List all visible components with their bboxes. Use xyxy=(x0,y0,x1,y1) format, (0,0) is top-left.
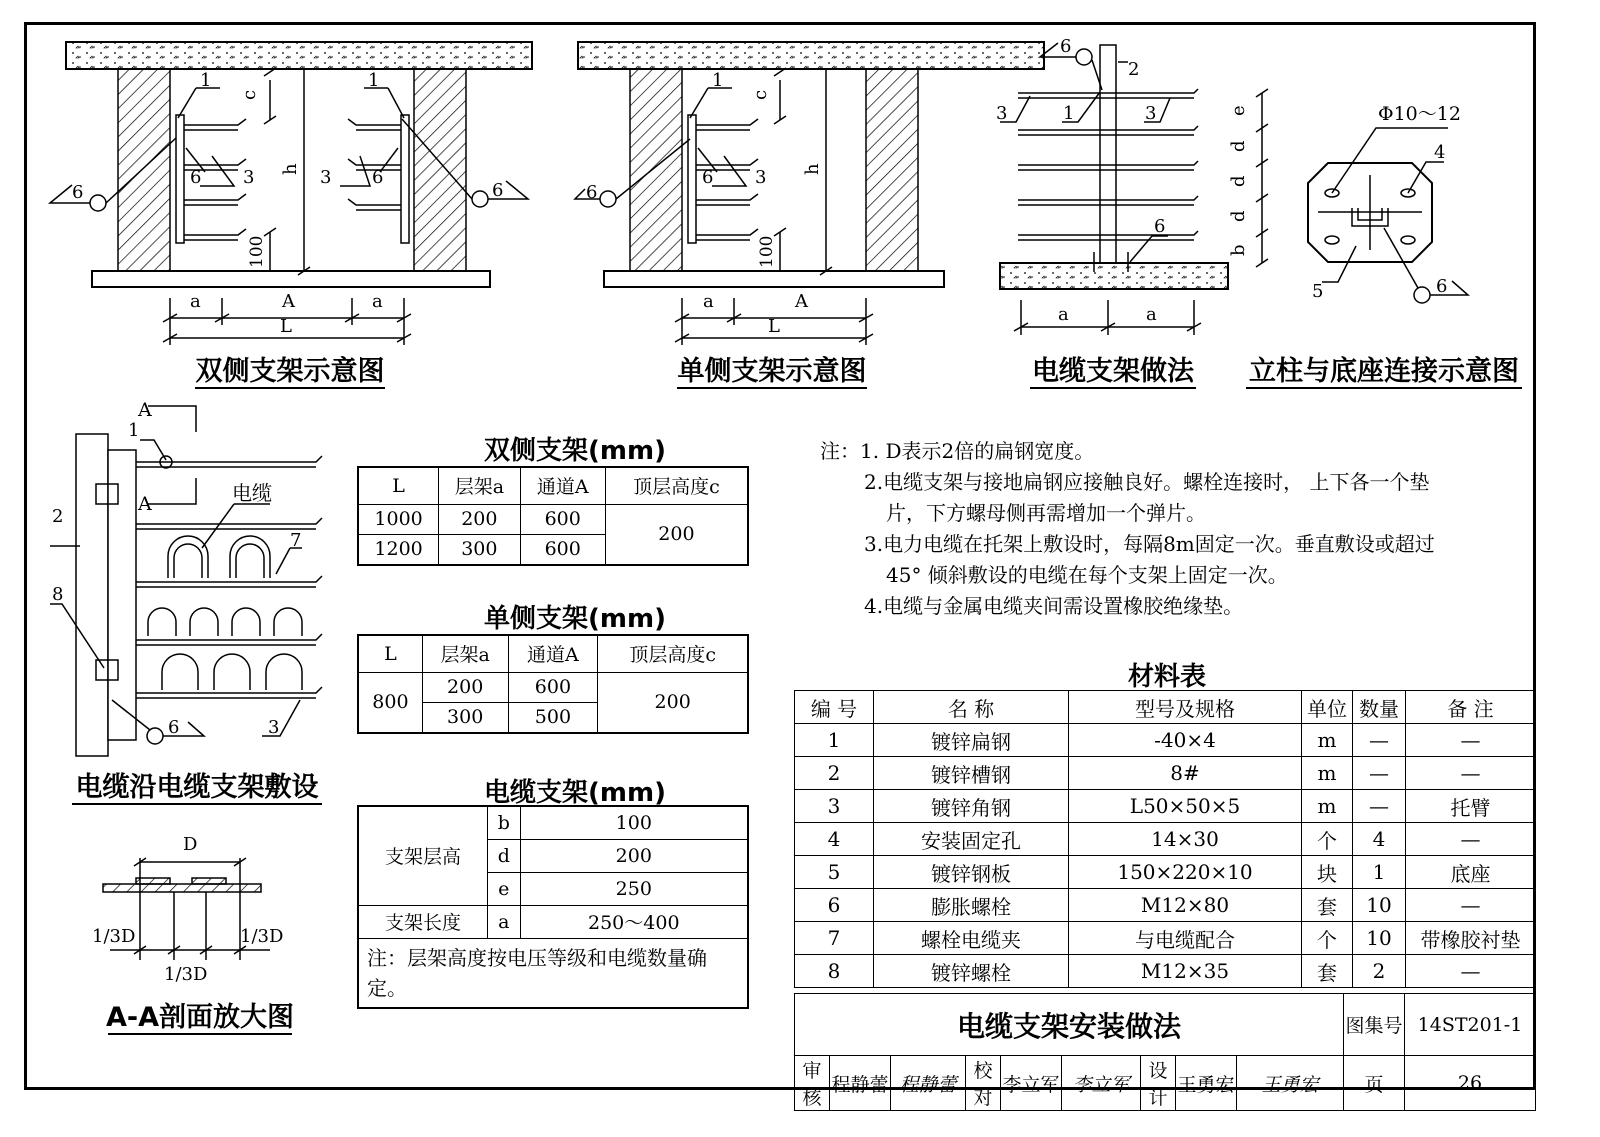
cell: 套 xyxy=(1302,955,1353,988)
table-cell-group: 支架长度 xyxy=(358,905,488,938)
cell: L50×50×5 xyxy=(1069,790,1302,823)
label-1: 1 xyxy=(712,70,724,91)
header-a: 层架a xyxy=(439,467,520,504)
caption-double-side: 双侧支架示意图 xyxy=(195,356,385,387)
designer-name: 王勇宏 xyxy=(1176,1056,1237,1111)
cell: 14×30 xyxy=(1069,823,1302,856)
table-cell: 1000 xyxy=(358,504,439,534)
label-cable: 电缆 xyxy=(232,481,272,505)
cell: 块 xyxy=(1302,856,1353,889)
header-remark: 备 注 xyxy=(1406,691,1536,724)
label-3: 3 xyxy=(755,167,767,188)
dim-A: A xyxy=(795,291,808,312)
cell: 4 xyxy=(1353,823,1406,856)
table-row xyxy=(795,724,1536,757)
materials-title: 材料表 xyxy=(1128,662,1207,692)
cell: 镀锌扁钢 xyxy=(874,724,1069,757)
dim-third: 1/3D xyxy=(240,926,284,947)
cell: m xyxy=(1302,790,1353,823)
header-L: L xyxy=(358,635,422,672)
dim-third: 1/3D xyxy=(92,926,136,947)
table-cell: 300 xyxy=(439,534,520,565)
cell: 个 xyxy=(1302,823,1353,856)
dim-d: d xyxy=(1228,140,1249,152)
page-number: 26 xyxy=(1405,1056,1536,1111)
reviewer-signature: 程静蕾 xyxy=(891,1056,966,1111)
table-cell: 100 xyxy=(520,806,748,839)
label-1: 1 xyxy=(200,70,212,91)
label-6: 6 xyxy=(72,182,84,203)
label-6: 6 xyxy=(190,167,202,188)
atlas-number: 14ST201-1 xyxy=(1405,994,1536,1056)
cell: 与电缆配合 xyxy=(1069,922,1302,955)
label-4: 4 xyxy=(1434,142,1446,163)
dim-a: a xyxy=(1146,304,1157,325)
cell: — xyxy=(1353,724,1406,757)
label-3: 3 xyxy=(320,167,332,188)
checker-signature: 李立军 xyxy=(1062,1056,1141,1111)
review-label: 审核 xyxy=(795,1056,830,1111)
dim-A: A xyxy=(282,291,295,312)
label-6: 6 xyxy=(168,717,180,738)
dim-L: L xyxy=(280,316,292,337)
dim-a: a xyxy=(1058,304,1069,325)
cell: 镀锌槽钢 xyxy=(874,757,1069,790)
table-cell: b xyxy=(488,806,521,839)
label-8: 8 xyxy=(52,584,64,605)
cell: 8 xyxy=(795,955,874,988)
dim-c: c xyxy=(750,89,771,100)
cell: — xyxy=(1353,790,1406,823)
double-side-diagram xyxy=(50,42,532,388)
note-4: 4.电缆与金属电缆夹间需设置橡胶绝缘垫。 xyxy=(864,594,1244,618)
table-row xyxy=(795,922,1536,955)
dim-e: e xyxy=(1228,105,1249,116)
table-row xyxy=(795,955,1536,988)
table-cell: 250～400 xyxy=(520,905,748,938)
header-qty: 数量 xyxy=(1353,691,1406,724)
label-3: 3 xyxy=(243,167,255,188)
caption-cable-rack-method: 电缆支架做法 xyxy=(1032,356,1194,387)
cell: 螺栓电缆夹 xyxy=(874,922,1069,955)
cell: 镀锌螺栓 xyxy=(874,955,1069,988)
label-3: 3 xyxy=(268,717,280,738)
label-5: 5 xyxy=(1312,281,1324,302)
label-2: 2 xyxy=(52,506,64,527)
table-cell: 600 xyxy=(520,534,605,565)
caption-laying: 电缆沿电缆支架敷设 xyxy=(75,772,319,803)
cell: 托臂 xyxy=(1406,790,1536,823)
label-A: A xyxy=(138,399,152,421)
note-3-cont: 45° 倾斜敷设的电缆在每个支架上固定一次。 xyxy=(886,563,1288,587)
cable-rack-method-diagram xyxy=(996,36,1268,388)
header-c: 顶层高度c xyxy=(598,635,748,672)
cell: — xyxy=(1406,724,1536,757)
cell: 安装固定孔 xyxy=(874,823,1069,856)
label-6: 6 xyxy=(1436,276,1448,297)
drawing-title: 电缆支架安装做法 xyxy=(795,994,1344,1056)
label-phi: Φ10～12 xyxy=(1378,103,1461,125)
cell: 2 xyxy=(795,757,874,790)
single-table xyxy=(357,634,749,734)
table-cell: 200 xyxy=(439,504,520,534)
cell: 4 xyxy=(795,823,874,856)
cell: 膨胀螺栓 xyxy=(874,889,1069,922)
table-cell: 250 xyxy=(520,872,748,905)
table-cell-c: 200 xyxy=(598,672,748,733)
label-6: 6 xyxy=(586,182,598,203)
cell: M12×35 xyxy=(1069,955,1302,988)
dim-a: a xyxy=(372,291,383,312)
table-cell: 600 xyxy=(520,504,605,534)
header-A: 通道A xyxy=(520,467,605,504)
table-cell-c: 200 xyxy=(605,504,748,565)
cell: — xyxy=(1406,955,1536,988)
dim-d: d xyxy=(1228,175,1249,187)
double-table-title: 双侧支架(mm) xyxy=(484,436,666,466)
header-c: 顶层高度c xyxy=(605,467,748,504)
dim-h: h xyxy=(280,163,301,175)
cell: 10 xyxy=(1353,889,1406,922)
header-unit: 单位 xyxy=(1302,691,1353,724)
table-cell: 300 xyxy=(422,702,508,733)
table-cell: 500 xyxy=(508,702,598,733)
header-A: 通道A xyxy=(508,635,598,672)
dim-b: b xyxy=(1228,244,1249,256)
single-table-title: 单侧支架(mm) xyxy=(484,604,666,634)
header-L: L xyxy=(358,467,439,504)
table-cell: 1200 xyxy=(358,534,439,565)
label-3: 3 xyxy=(996,103,1008,124)
cell: 2 xyxy=(1353,955,1406,988)
note-2-cont: 片，下方螺母侧再需增加一个弹片。 xyxy=(886,501,1206,525)
dim-a: a xyxy=(703,291,714,312)
table-cell: d xyxy=(488,839,521,872)
title-block xyxy=(794,993,1536,1111)
dim-a: a xyxy=(190,291,201,312)
cell: — xyxy=(1406,757,1536,790)
cell: 带橡胶衬垫 xyxy=(1406,922,1536,955)
cell: 套 xyxy=(1302,889,1353,922)
single-side-diagram xyxy=(575,42,1044,388)
table-row xyxy=(795,889,1536,922)
caption-single-side: 单侧支架示意图 xyxy=(677,356,867,387)
note-3: 3.电力电缆在托架上敷设时，每隔8m固定一次。垂直敷设或超过 xyxy=(864,532,1435,556)
label-6: 6 xyxy=(372,167,384,188)
label-7: 7 xyxy=(290,530,302,551)
table-row xyxy=(795,856,1536,889)
cell: 镀锌钢板 xyxy=(874,856,1069,889)
table-cell-group: 支架层高 xyxy=(358,806,488,905)
cell: 6 xyxy=(795,889,874,922)
cell: M12×80 xyxy=(1069,889,1302,922)
cable-laying-diagram xyxy=(50,399,322,804)
check-label: 校对 xyxy=(966,1056,1001,1111)
note-1: 注：1. D表示2倍的扁钢宽度。 xyxy=(820,439,1095,463)
header-name: 名 称 xyxy=(874,691,1069,724)
header-a: 层架a xyxy=(422,635,508,672)
label-1: 1 xyxy=(1063,103,1075,124)
table-row xyxy=(795,757,1536,790)
cell: m xyxy=(1302,724,1353,757)
dim-D: D xyxy=(183,834,198,855)
cell: 3 xyxy=(795,790,874,823)
cell: 1 xyxy=(795,724,874,757)
cell: 底座 xyxy=(1406,856,1536,889)
table-cell: 600 xyxy=(508,672,598,702)
caption-section-aa: A-A剖面放大图 xyxy=(106,1002,294,1033)
cell: — xyxy=(1353,757,1406,790)
cell: 1 xyxy=(1353,856,1406,889)
table-cell: e xyxy=(488,872,521,905)
table-cell: 200 xyxy=(520,839,748,872)
header-no: 编 号 xyxy=(795,691,874,724)
label-6: 6 xyxy=(492,180,504,201)
header-spec: 型号及规格 xyxy=(1069,691,1302,724)
cell: — xyxy=(1406,889,1536,922)
cell: — xyxy=(1406,823,1536,856)
cell: 个 xyxy=(1302,922,1353,955)
caption-column-base: 立柱与底座连接示意图 xyxy=(1249,356,1519,387)
double-table xyxy=(357,466,749,566)
dim-c: c xyxy=(239,89,260,100)
table-cell: 200 xyxy=(422,672,508,702)
page-label: 页 xyxy=(1344,1056,1405,1111)
label-1: 1 xyxy=(368,70,380,91)
cell: 150×220×10 xyxy=(1069,856,1302,889)
cell: m xyxy=(1302,757,1353,790)
designer-signature: 王勇宏 xyxy=(1237,1056,1344,1111)
rack-table xyxy=(357,805,749,1009)
cell: 镀锌角钢 xyxy=(874,790,1069,823)
rack-table-title: 电缆支架(mm) xyxy=(484,778,666,808)
cell: 7 xyxy=(795,922,874,955)
table-row xyxy=(795,823,1536,856)
reviewer-name: 程静蕾 xyxy=(830,1056,891,1111)
design-label: 设计 xyxy=(1141,1056,1176,1111)
cell: 8# xyxy=(1069,757,1302,790)
dim-100: 100 xyxy=(247,235,267,268)
label-3: 3 xyxy=(1145,103,1157,124)
label-A: A xyxy=(138,493,152,515)
label-6: 6 xyxy=(1154,216,1166,237)
table-cell-L: 800 xyxy=(358,672,422,733)
rack-table-note: 注：层架高度按电压等级和电缆数量确定。 xyxy=(358,938,748,1008)
label-2: 2 xyxy=(1128,59,1140,80)
table-cell: a xyxy=(488,905,521,938)
notes xyxy=(820,436,1435,622)
dim-d: d xyxy=(1228,210,1249,222)
note-2: 2.电缆支架与接地扁钢应接触良好。螺栓连接时， 上下各一个垫 xyxy=(864,470,1430,494)
cell: -40×4 xyxy=(1069,724,1302,757)
dim-h: h xyxy=(802,163,823,175)
checker-name: 李立军 xyxy=(1001,1056,1062,1111)
cell: 5 xyxy=(795,856,874,889)
table-row xyxy=(795,790,1536,823)
dim-100: 100 xyxy=(757,235,777,268)
section-aa-diagram xyxy=(92,834,294,1034)
materials-table xyxy=(794,690,1536,988)
label-6: 6 xyxy=(1060,36,1072,57)
cell: 10 xyxy=(1353,922,1406,955)
dim-third: 1/3D xyxy=(164,964,208,985)
label-1: 1 xyxy=(128,420,140,441)
label-6: 6 xyxy=(702,167,714,188)
atlas-label: 图集号 xyxy=(1344,994,1405,1056)
dim-L: L xyxy=(768,316,780,337)
column-base-diagram xyxy=(1246,103,1522,388)
